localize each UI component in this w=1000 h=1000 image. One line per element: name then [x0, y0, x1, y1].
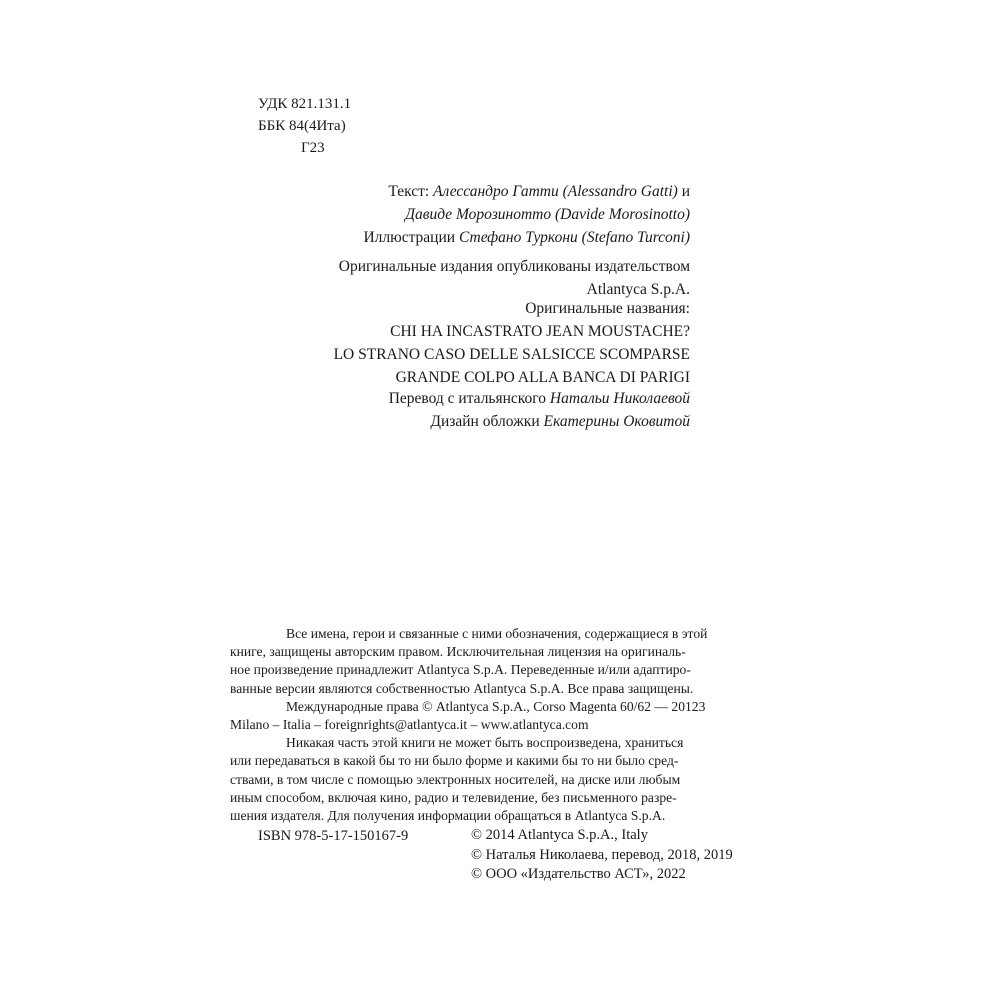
- authors-line-2: [363, 203, 690, 226]
- legal-notice: [230, 625, 744, 825]
- legal-line: ное произведение принадлежит Atlantyca S.p.A. Переведенные и/или адаптиро-: [230, 662, 691, 678]
- legal-line: иным способом, включая кино, радио и телевидение, без письменного разре-: [230, 789, 677, 805]
- original-title: GRANDE COLPO ALLA BANCA DI PARIGI: [395, 369, 690, 386]
- legal-line: Никакая часть этой книги не может быть воспроизведена, храниться: [286, 735, 684, 751]
- original-publisher-line-2: Atlantyca S.p.A.: [586, 281, 690, 298]
- legal-paragraph-reproduction: [230, 734, 744, 825]
- isbn: ISBN 978-5-17-150167-9: [258, 828, 409, 844]
- legal-line: или передаваться в какой бы то ни было форме и какими бы то ни было сред-: [230, 753, 679, 769]
- text-label: Текст:: [388, 183, 430, 200]
- original-titles-label: Оригинальные названия:: [525, 300, 690, 317]
- authors-block: [363, 180, 690, 249]
- bbk-code: ББК 84(4Ита): [258, 118, 346, 134]
- illustrator-line: [363, 226, 690, 249]
- translation-label: Перевод с итальянского: [388, 390, 547, 407]
- original-publisher-line-1: Оригинальные издания опубликованы издательством: [338, 258, 690, 275]
- original-publisher-block: [339, 255, 690, 301]
- legal-line: Международные права © Atlantyca S.p.A., Corso Magenta 60/62 — 20123: [286, 698, 706, 714]
- udk-code: УДК 821.131.1: [258, 96, 352, 112]
- original-titles-block: [334, 297, 690, 389]
- authors-line-1: [363, 180, 690, 203]
- cover-designer: Екатерины Оковитой: [543, 413, 690, 430]
- legal-line: Milano – Italia – foreignrights@atlantyca.it – www.atlantyca.com: [230, 717, 589, 733]
- illustrator: Стефано Туркони (Stefano Turconi): [458, 229, 690, 246]
- copyright-block: [471, 826, 733, 885]
- author-mark: Г23: [301, 140, 325, 156]
- translation-line: [389, 387, 690, 410]
- author-1: Алессандро Гатти (Alessandro Gatti): [433, 183, 678, 200]
- copyright-line: © 2014 Atlantyca S.p.A., Italy: [471, 827, 648, 843]
- legal-line: Все имена, герои и связанные с ними обозначения, содержащиеся в этой: [286, 626, 708, 641]
- copyright-line: © Наталья Николаева, перевод, 2018, 2019: [471, 846, 733, 863]
- copyright-line: © ООО «Издательство АСТ», 2022: [471, 866, 686, 882]
- and-word: и: [681, 183, 690, 200]
- cover-design-line: [389, 410, 690, 433]
- legal-paragraph-rights: [230, 698, 744, 734]
- legal-line: ствами, в том числе с помощью электронных носителей, на диске или любым: [230, 771, 681, 787]
- original-title: LO STRANO CASO DELLE SALSICCE SCOMPARSE: [333, 346, 690, 363]
- illustrations-label: Иллюстрации: [363, 229, 456, 246]
- translation-block: [389, 387, 690, 433]
- legal-line: книге, защищены авторским правом. Исключительная лицензия на оригиналь-: [230, 644, 686, 660]
- cover-design-label: Дизайн обложки: [430, 413, 540, 430]
- original-title: CHI HA INCASTRATO JEAN MOUSTACHE?: [390, 323, 690, 340]
- legal-paragraph-copyright: [230, 625, 744, 698]
- legal-line: ванные версии являются собственностью Atlantyca S.p.A. Все права защищены.: [230, 680, 694, 696]
- legal-line: шения издателя. Для получения информации обращаться в Atlantyca S.p.A.: [230, 808, 666, 824]
- author-2: Давиде Морозинотто (Davide Morosinotto): [405, 206, 690, 223]
- translator: Натальи Николаевой: [549, 390, 690, 407]
